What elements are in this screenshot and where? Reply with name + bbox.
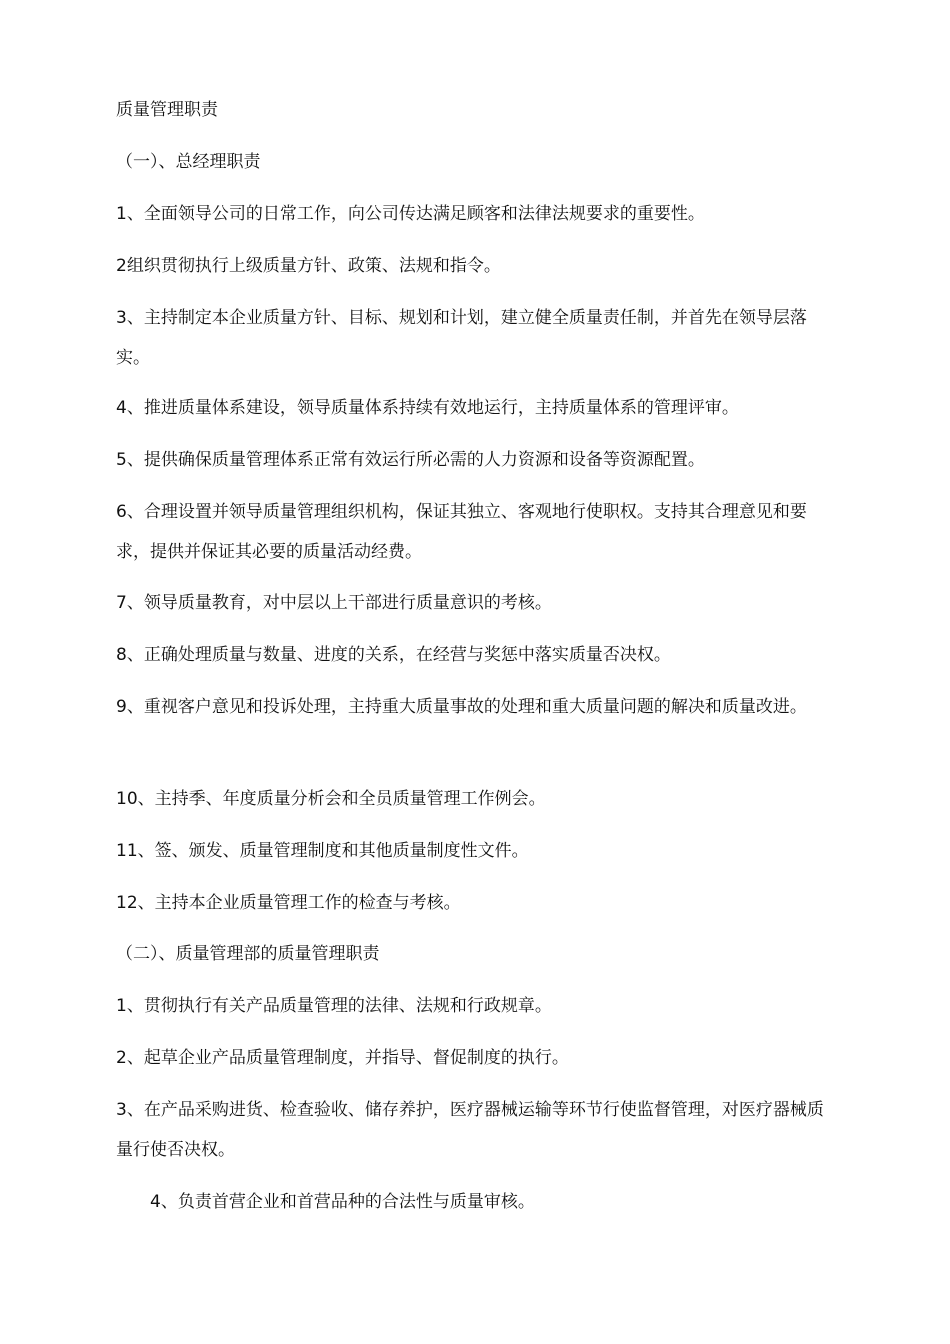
list-item: 9、重视客户意见和投诉处理，主持重大质量事故的处理和重大质量问题的解决和质量改进。 bbox=[116, 697, 807, 717]
list-item: 10、主持季、年度质量分析会和全员质量管理工作例会。 bbox=[116, 789, 546, 809]
list-item: 3、主持制定本企业质量方针、目标、规划和计划，建立健全质量责任制，并首先在领导层落实。 bbox=[116, 308, 807, 368]
section-heading-quality-dept: （二）、质量管理部的质量管理职责 bbox=[116, 944, 380, 964]
list-item: 5、提供确保质量管理体系正常有效运行所必需的人力资源和设备等资源配置。 bbox=[116, 450, 705, 470]
list-item: 7、领导质量教育，对中层以上干部进行质量意识的考核。 bbox=[116, 593, 552, 613]
list-item: 2组织贯彻执行上级质量方针、政策、法规和指令。 bbox=[116, 256, 501, 276]
list-item: 6、合理设置并领导质量管理组织机构，保证其独立、客观地行使职权。支持其合理意见和要求，提供并保证其必要的质量活动经费。 bbox=[116, 502, 807, 562]
list-item: 4、推进质量体系建设，领导质量体系持续有效地运行，主持质量体系的管理评审。 bbox=[116, 398, 739, 418]
list-item: 1、贯彻执行有关产品质量管理的法律、法规和行政规章。 bbox=[116, 996, 552, 1016]
section-heading-general-manager: （一）、总经理职责 bbox=[116, 152, 261, 172]
list-item: 4、负责首营企业和首营品种的合法性与质量审核。 bbox=[150, 1192, 535, 1212]
list-item: 3、在产品采购进货、检查验收、储存养护，医疗器械运输等环节行使监督管理，对医疗器械质量行使否决权。 bbox=[116, 1100, 824, 1160]
list-item: 2、起草企业产品质量管理制度，并指导、督促制度的执行。 bbox=[116, 1048, 569, 1068]
document-title: 质量管理职责 bbox=[116, 100, 218, 120]
list-item: 11、签、颁发、质量管理制度和其他质量制度性文件。 bbox=[116, 841, 529, 861]
list-item: 12、主持本企业质量管理工作的检查与考核。 bbox=[116, 893, 461, 913]
list-item: 8、正确处理质量与数量、进度的关系，在经营与奖惩中落实质量否决权。 bbox=[116, 645, 671, 665]
list-item: 1、全面领导公司的日常工作，向公司传达满足顾客和法律法规要求的重要性。 bbox=[116, 204, 705, 224]
